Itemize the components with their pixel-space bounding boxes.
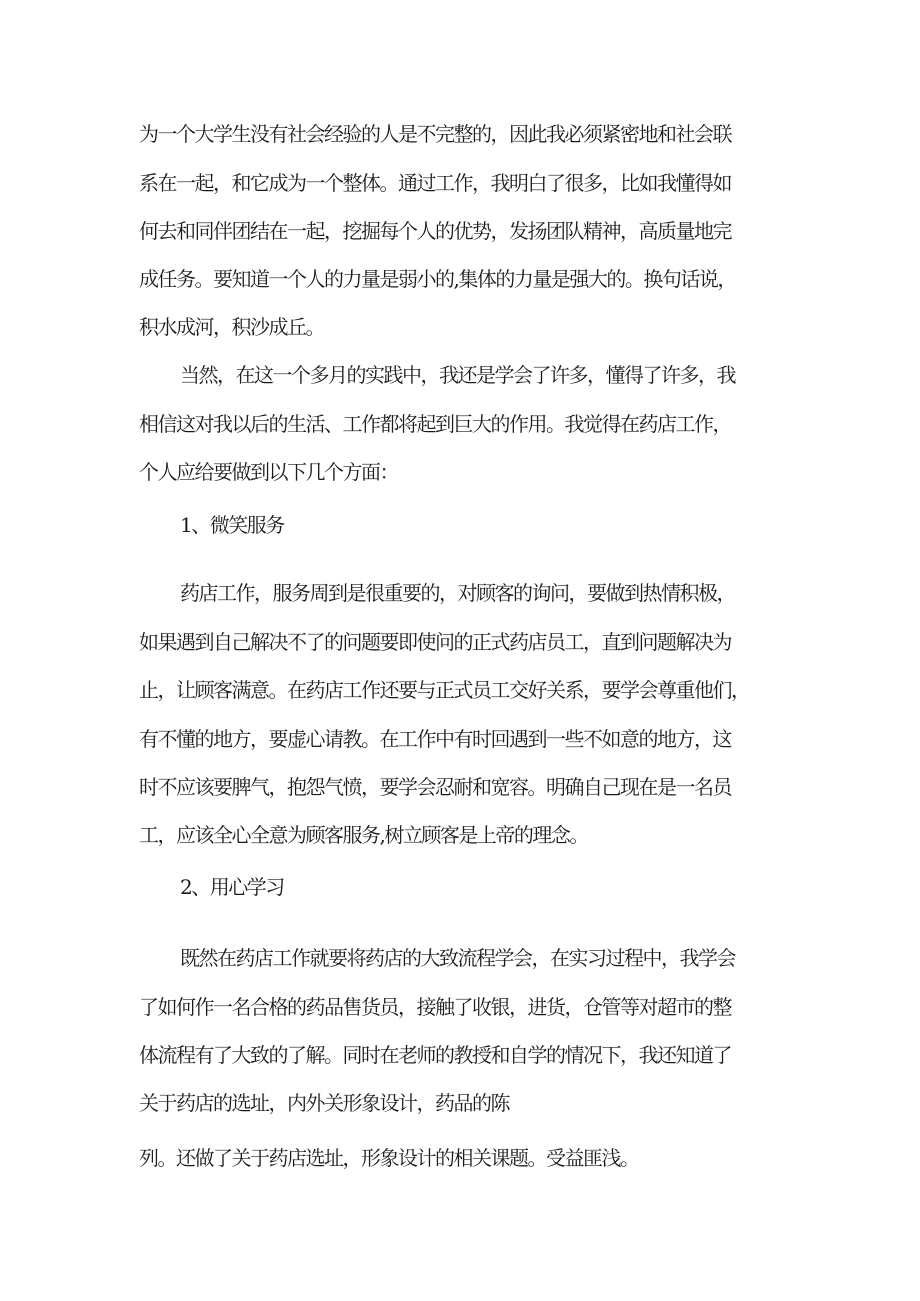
section-heading-1: 1、微笑服务 (180, 513, 284, 537)
text-line: 了如何作一名合格的药品售货员，接触了收银，进货，仓管等对超市的整 (139, 995, 731, 1019)
section-heading-2: 2、用心学习 (180, 875, 284, 899)
text-line: 何去和同伴团结在一起，挖掘每个人的优势，发扬团队精神，高质量地完 (139, 219, 731, 243)
text-line: 有不懂的地方，要虚心请教。在工作中有时回遇到一些不如意的地方，这 (139, 727, 731, 751)
text-line: 列。还做了关于药店选址，形象设计的相关课题。受益匪浅。 (139, 1146, 639, 1170)
text-line: 积水成河，积沙成丘。 (139, 315, 324, 339)
text-line: 系在一起，和它成为一个整体。通过工作，我明白了很多，比如我懂得如 (139, 171, 731, 195)
text-line: 止，让顾客满意。在药店工作还要与正式员工交好关系，要学会尊重他们， (139, 678, 750, 702)
text-line: 相信这对我以后的生活、工作都将起到巨大的作用。我觉得在药店工作， (139, 412, 731, 436)
text-line: 工，应该全心全意为顾客服务,树立顾客是上帝的理念。 (139, 823, 588, 847)
text-line: 药店工作，服务周到是很重要的，对顾客的询问，要做到热情积极， (180, 581, 735, 605)
text-line: 个人应给要做到以下几个方面： (139, 460, 398, 484)
text-line: 为一个大学生没有社会经验的人是不完整的，因此我必须紧密地和社会联 (139, 122, 731, 146)
text-line: 成任务。要知道一个人的力量是弱小的,集体的力量是强大的。换句话说， (139, 267, 736, 291)
text-line: 时不应该要脾气，抱怨气愤，要学会忍耐和宽容。明确自己现在是一名员 (139, 775, 731, 799)
text-line: 当然，在这一个多月的实践中，我还是学会了许多，懂得了许多，我 (180, 363, 735, 387)
text-line: 如果遇到自己解决不了的问题要即使问的正式药店员工，直到问题解决为 (139, 630, 731, 654)
text-line: 体流程有了大致的了解。同时在老师的教授和自学的情况下，我还知道了 (139, 1043, 731, 1067)
text-line: 既然在药店工作就要将药店的大致流程学会，在实习过程中，我学会 (180, 946, 735, 970)
text-line: 关于药店的选址，内外关形象设计，药品的陈 (139, 1091, 509, 1115)
